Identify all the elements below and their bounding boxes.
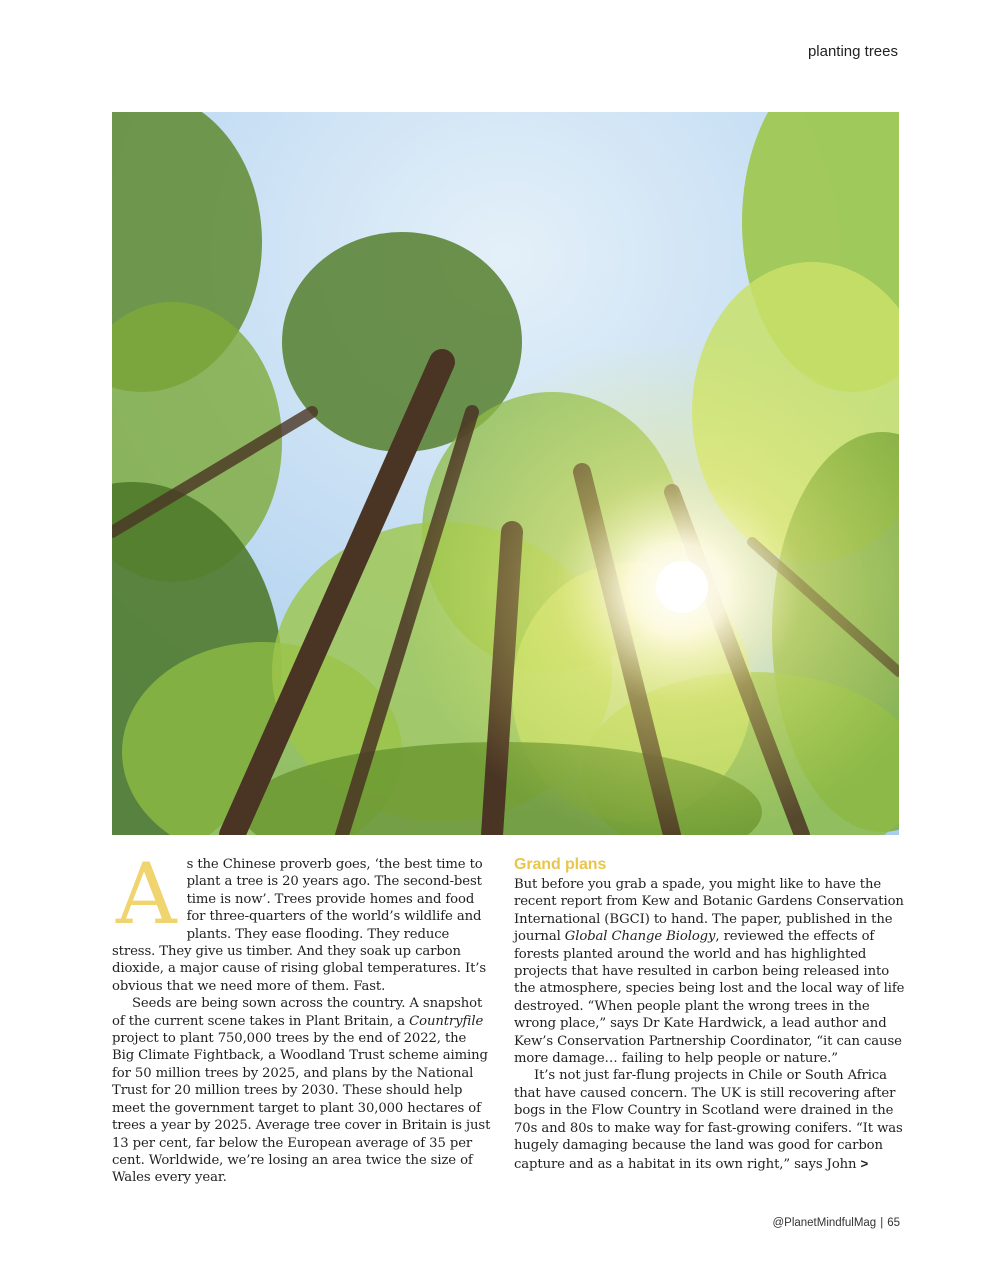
subhead-grand-plans: Grand plans bbox=[514, 856, 607, 873]
body-paragraph: It’s not just far-flung projects in Chile or South Africa that have caused concern. The UK is still recovering after bogs in the Flow Country in Scotland were drained in the 70s and 80s to make way for fast-growing conifers. “It was hugely damaging because the land was good for carbon capture and as a habitat in its own right,” says John > bbox=[514, 1068, 903, 1172]
article-column-right bbox=[514, 856, 906, 1173]
social-handle: @PlanetMindfulMag bbox=[772, 1217, 877, 1229]
forest-canopy-photo bbox=[112, 112, 899, 835]
dropcap: A bbox=[116, 845, 177, 943]
article-column-left bbox=[112, 845, 492, 1187]
footer-separator: | bbox=[880, 1217, 884, 1229]
body-paragraph: But before you grab a spade, you might like to have the recent report from Kew and Botanic Gardens Conservation International (BGCI) to hand. The paper, published in the journal Global Change Biology, reviewed the effects of forests planted around the world and has highlighted projects that have resulted in carbon being released into the atmosphere, species being lost and the local way of life destroyed. “When people plant the wrong trees in the wrong place,” says Dr Kate Hardwick, a lead author and Kew’s Conservation Partnership Coordinator, “it can cause more damage… failing to help people or nature.” bbox=[514, 877, 905, 1067]
page-footer bbox=[772, 1217, 900, 1229]
section-label: planting trees bbox=[807, 43, 898, 60]
page-number: 65 bbox=[887, 1217, 900, 1229]
intro-paragraph: As the Chinese proverb goes, ‘the best time to plant a tree is 20 years ago. The second-best time is now’. Trees provide homes and food for three-quarters of the world’s wildlife and plants. They ease flooding. They reduce stress. They give us timber. And they soak up carbon dioxide, a major cause of rising global temperatures. It’s obvious that we need more of them. Fast. bbox=[112, 845, 487, 994]
forest-canopy-illustration bbox=[112, 112, 899, 835]
sun-glare bbox=[656, 561, 708, 613]
body-paragraph: Seeds are being sown across the country. A snapshot of the current scene takes in Plant Britain, a Countryfile project to plant 750,000 trees by the end of 2022, the Big Climate Fightback, a Woodland Trust scheme aiming for 50 million trees by 2025, and plans by the National Trust for 20 million trees by 2030. These should help meet the government target to plant 30,000 hectares of trees a year by 2025. Average tree cover in Britain is just 13 per cent, far below the European average of 35 per cent. Worldwide, we’re losing an area twice the size of Wales every year. bbox=[112, 996, 491, 1186]
continue-arrow-icon: > bbox=[860, 1155, 869, 1171]
